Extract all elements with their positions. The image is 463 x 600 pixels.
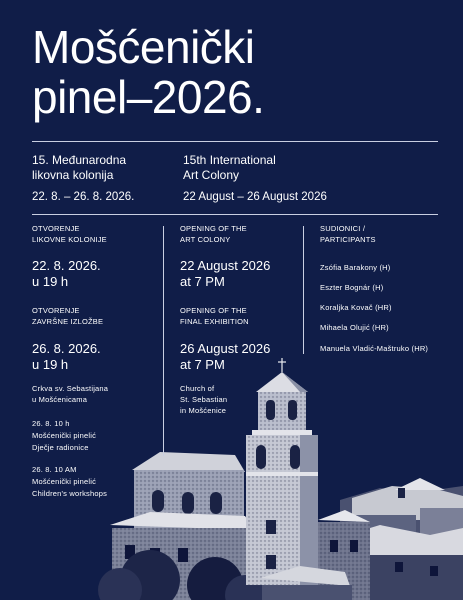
col3-participants-label-2: PARTICIPANTS: [320, 235, 376, 244]
col2-opening-date: 22 August 2026: [180, 258, 271, 273]
col2-final-date: 26 August 2026: [180, 341, 271, 356]
col2-final-label-1: OPENING OF THE: [180, 306, 247, 315]
intro-hr-line-2: likovna kolonija: [32, 168, 114, 182]
col1-venue-line-2: u Mošćenicama: [32, 395, 88, 404]
col2-final-time: at 7 PM: [180, 357, 225, 372]
col1-workshop-en-line-3: Children's workshops: [32, 489, 108, 498]
participant-item: Eszter Bognár (H): [320, 283, 384, 292]
intro-hr-dates: 22. 8. – 26. 8. 2026.: [32, 191, 135, 203]
intro-en-line-1: 15th International: [183, 153, 276, 167]
col1-final-label-1: OTVORENJE: [32, 306, 80, 315]
col2-opening-time: at 7 PM: [180, 274, 225, 289]
col1-opening-date: 22. 8. 2026.: [32, 258, 101, 273]
divider-middle: [32, 214, 438, 215]
col1-workshop-en-line-1: 26. 8. 10 AM: [32, 465, 77, 474]
participant-item: Koraljka Kovač (HR): [320, 303, 392, 312]
col2-final-label-2: FINAL EXHIBITION: [180, 317, 249, 326]
col1-final-date: 26. 8. 2026.: [32, 341, 101, 356]
col2-venue-line-1: Church of: [180, 384, 215, 393]
col3-participants-label-1: SUDIONICI /: [320, 224, 366, 233]
column-rule-2: [303, 226, 304, 354]
intro-en-line-2: Art Colony: [183, 168, 240, 182]
col2-venue-line-3: in Mošćenice: [180, 406, 227, 415]
title-line-2: pinel–2026.: [32, 71, 265, 123]
col1-workshop-hr-line-1: 26. 8. 10 h: [32, 419, 70, 428]
title-line-1: Mošćenički: [32, 21, 255, 73]
column-rule-1: [163, 226, 164, 456]
col1-workshop-hr-line-2: Mošćenički pinelić: [32, 431, 97, 440]
participant-item: Zsófia Barakony (H): [320, 263, 391, 272]
intro-hr-line-1: 15. Međunarodna: [32, 153, 127, 167]
col1-workshop-hr-line-3: Dječje radionice: [32, 443, 89, 452]
col1-opening-label-2: LIKOVNE KOLONIJE: [32, 235, 107, 244]
col1-workshop-en-line-2: Mošćenički pinelić: [32, 477, 97, 486]
participant-item: Mihaela Olujić (HR): [320, 323, 389, 332]
col1-final-time: u 19 h: [32, 357, 69, 372]
col2-opening-label-1: OPENING OF THE: [180, 224, 247, 233]
poster-title: [32, 22, 264, 122]
col2-opening-label-2: ART COLONY: [180, 235, 231, 244]
col2-venue-line-2: St. Sebastian: [180, 395, 228, 404]
col1-opening-time: u 19 h: [32, 274, 69, 289]
col1-opening-label-1: OTVORENJE: [32, 224, 80, 233]
participant-item: Manuela Vladić-Maštruko (HR): [320, 344, 429, 353]
col1-final-label-2: ZAVRŠNE IZLOŽBE: [32, 317, 104, 326]
col1-venue-line-1: Crkva sv. Sebastijana: [32, 384, 109, 393]
divider-top: [32, 141, 438, 142]
intro-en-dates: 22 August – 26 August 2026: [183, 191, 327, 203]
